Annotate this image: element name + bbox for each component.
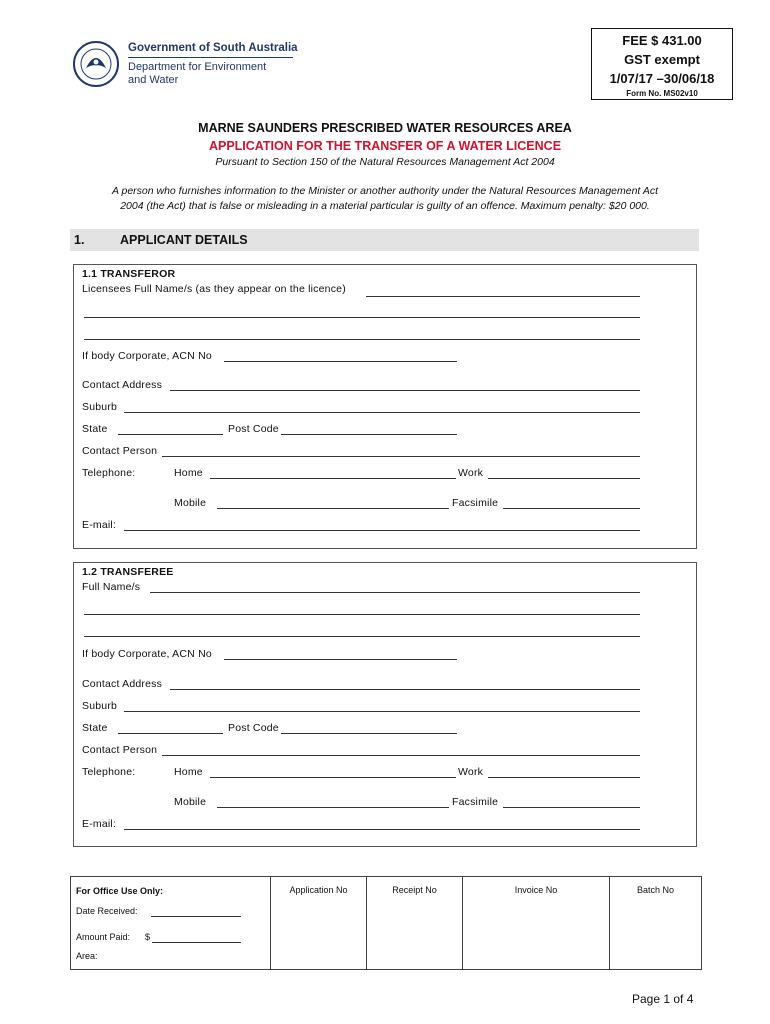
- transferor-box: [73, 264, 697, 549]
- transferee-home-label: Home: [174, 766, 203, 778]
- office-use-table: [70, 876, 702, 970]
- logo-divider: [128, 57, 293, 58]
- page-number: Page 1 of 4: [632, 992, 694, 1006]
- transferee-fax-field[interactable]: [503, 807, 640, 808]
- fee-amount: FEE $ 431.00: [622, 33, 702, 48]
- transferee-email-field[interactable]: [124, 829, 640, 830]
- transferor-telephone-label: Telephone:: [82, 467, 136, 479]
- transferor-suburb-label: Suburb: [82, 401, 118, 413]
- date-received-field[interactable]: [151, 916, 241, 917]
- transferor-fax-label: Facsimile: [452, 497, 499, 509]
- transferor-mobile-field[interactable]: [217, 508, 449, 509]
- warning-line-1: A person who furnishes information to the Minister or another authority under the Natural Resources Management Act: [111, 185, 659, 197]
- area-label: Area:: [76, 951, 98, 961]
- transferee-work-field[interactable]: [488, 777, 640, 778]
- transferor-name-label: Licensees Full Name/s (as they appear on the licence): [82, 283, 346, 295]
- transferor-email-field[interactable]: [124, 530, 640, 531]
- application-no-cell[interactable]: [271, 877, 367, 970]
- transferor-acn-label: If body Corporate, ACN No: [82, 350, 212, 362]
- dept-line-2: and Water: [128, 74, 179, 86]
- transferee-home-field[interactable]: [210, 777, 456, 778]
- transferee-acn-field[interactable]: [224, 659, 457, 660]
- transferor-name-field-2[interactable]: [84, 317, 640, 318]
- transferor-work-label: Work: [458, 467, 484, 479]
- transferee-contact-field[interactable]: [162, 755, 640, 756]
- transferee-box: [73, 562, 697, 847]
- government-logo: [72, 40, 120, 88]
- transferee-name-field-3[interactable]: [84, 636, 640, 637]
- transferee-email-label: E-mail:: [82, 818, 117, 830]
- transferor-address-field[interactable]: [170, 390, 640, 391]
- application-no-label: Application No: [289, 885, 348, 895]
- transferor-heading: 1.1 TRANSFEROR: [82, 268, 176, 280]
- pursuant-text: Pursuant to Section 150 of the Natural Resources Management Act 2004: [215, 156, 555, 168]
- section-number: 1.: [74, 233, 85, 247]
- amount-prefix: $: [145, 932, 151, 942]
- area-title: MARNE SAUNDERS PRESCRIBED WATER RESOURCES AREA: [198, 121, 572, 135]
- form-number: Form No. MS02v10: [626, 89, 698, 98]
- receipt-no-label: Receipt No: [392, 885, 437, 895]
- transferor-email-label: E-mail:: [82, 519, 117, 531]
- transferee-heading: 1.2 TRANSFEREE: [82, 566, 174, 578]
- transferee-suburb-field[interactable]: [124, 711, 640, 712]
- invoice-no-cell[interactable]: [463, 877, 610, 970]
- batch-no-cell[interactable]: [610, 877, 702, 970]
- transferor-fax-field[interactable]: [503, 508, 640, 509]
- transferor-contact-field[interactable]: [162, 456, 640, 457]
- section-header: [70, 229, 699, 251]
- transferee-name-field[interactable]: [150, 592, 640, 593]
- transferee-postcode-field[interactable]: [281, 733, 457, 734]
- transferor-address-label: Contact Address: [82, 379, 163, 391]
- transferee-postcode-label: Post Code: [228, 722, 279, 734]
- transferee-acn-label: If body Corporate, ACN No: [82, 648, 212, 660]
- fee-box: [591, 28, 733, 100]
- application-title: APPLICATION FOR THE TRANSFER OF A WATER LICENCE: [208, 139, 562, 153]
- transferor-home-field[interactable]: [210, 478, 456, 479]
- transferor-postcode-field[interactable]: [281, 434, 457, 435]
- receipt-no-cell[interactable]: [367, 877, 463, 970]
- transferee-mobile-field[interactable]: [217, 807, 449, 808]
- transferee-mobile-label: Mobile: [174, 796, 207, 808]
- amount-paid-label: Amount Paid:: [76, 932, 131, 942]
- transferor-postcode-label: Post Code: [228, 423, 279, 435]
- transferor-name-field-3[interactable]: [84, 339, 640, 340]
- transferor-state-field[interactable]: [118, 434, 223, 435]
- gst-status: GST exempt: [624, 52, 700, 67]
- transferee-contact-label: Contact Person: [82, 744, 158, 756]
- warning-line-2: 2004 (the Act) that is false or misleading in a material particular is guilty of an offence. Maximum penalty: $20 000.: [120, 200, 650, 212]
- transferee-state-field[interactable]: [118, 733, 223, 734]
- transferor-work-field[interactable]: [488, 478, 640, 479]
- transferee-telephone-label: Telephone:: [82, 766, 136, 778]
- transferor-mobile-label: Mobile: [174, 497, 207, 509]
- transferor-contact-label: Contact Person: [82, 445, 158, 457]
- transferee-suburb-label: Suburb: [82, 700, 118, 712]
- office-info-cell: [71, 877, 271, 970]
- transferee-name-label: Full Name/s: [82, 581, 141, 593]
- batch-no-label: Batch No: [636, 885, 675, 895]
- transferee-address-field[interactable]: [170, 689, 640, 690]
- transferor-state-label: State: [82, 423, 108, 435]
- date-received-label: Date Received:: [76, 906, 138, 916]
- crest-icon: [72, 40, 120, 88]
- transferee-work-label: Work: [458, 766, 484, 778]
- transferee-name-field-2[interactable]: [84, 614, 640, 615]
- transferor-acn-field[interactable]: [224, 361, 457, 362]
- transferor-suburb-field[interactable]: [124, 412, 640, 413]
- gov-name: Government of South Australia: [128, 42, 298, 54]
- section-title: APPLICANT DETAILS: [120, 233, 248, 247]
- transferor-home-label: Home: [174, 467, 203, 479]
- transferor-name-field[interactable]: [366, 296, 640, 297]
- transferee-state-label: State: [82, 722, 108, 734]
- invoice-no-label: Invoice No: [514, 885, 558, 895]
- amount-paid-field[interactable]: [152, 942, 241, 943]
- office-heading: For Office Use Only:: [76, 886, 164, 896]
- transferee-address-label: Contact Address: [82, 678, 163, 690]
- fee-period: 1/07/17 –30/06/18: [609, 71, 715, 86]
- transferee-fax-label: Facsimile: [452, 796, 499, 808]
- dept-line-1: Department for Environment: [128, 61, 267, 73]
